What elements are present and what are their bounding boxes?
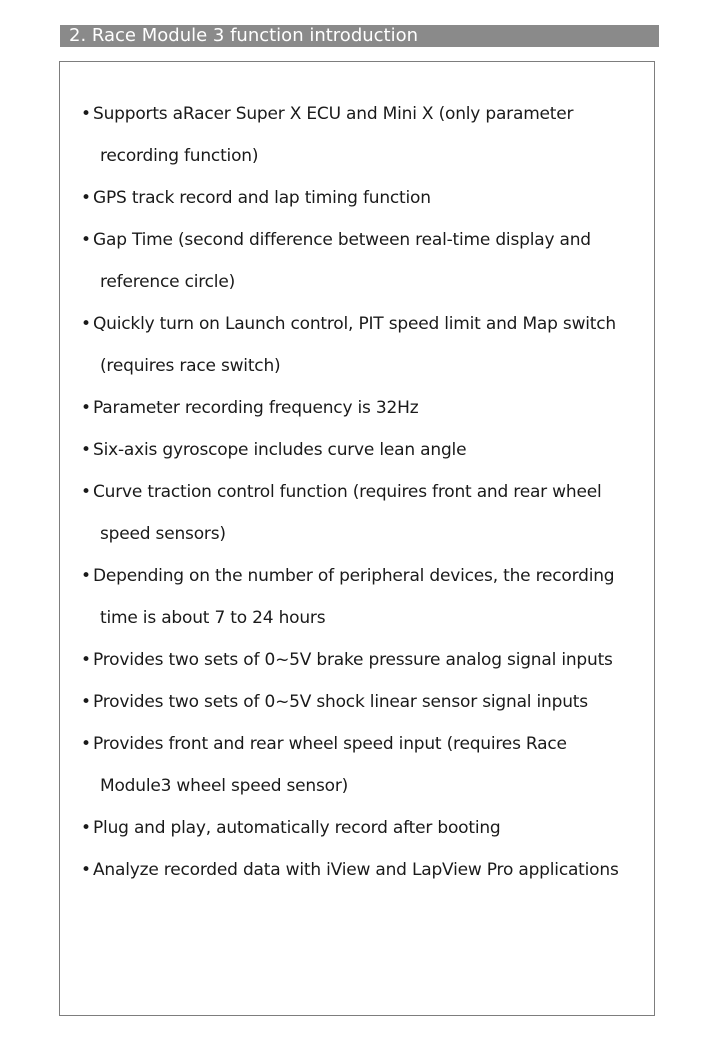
bullet-icon: • bbox=[81, 440, 91, 460]
bullet-icon: • bbox=[81, 314, 91, 334]
bullet-icon: • bbox=[81, 482, 91, 502]
list-item bbox=[81, 387, 641, 429]
list-item bbox=[81, 93, 641, 177]
feature-text: Six-axis gyroscope includes curve lean angle bbox=[93, 440, 467, 460]
bullet-icon: • bbox=[81, 398, 91, 418]
feature-text: Depending on the number of peripheral devices, the recording bbox=[93, 566, 615, 586]
feature-text: Curve traction control function (requires front and rear wheel bbox=[93, 482, 602, 502]
feature-text: Quickly turn on Launch control, PIT speed limit and Map switch bbox=[93, 314, 616, 334]
feature-list-box bbox=[59, 61, 655, 1016]
feature-text: Parameter recording frequency is 32Hz bbox=[93, 398, 419, 418]
feature-text-continued: recording function) bbox=[100, 146, 259, 166]
feature-text: Provides front and rear wheel speed input (requires Race bbox=[93, 734, 567, 754]
bullet-icon: • bbox=[81, 734, 91, 754]
feature-text-continued: Module3 wheel speed sensor) bbox=[100, 776, 349, 796]
bullet-icon: • bbox=[81, 104, 91, 124]
list-item bbox=[81, 303, 641, 387]
feature-text-continued: (requires race switch) bbox=[100, 356, 281, 376]
bullet-icon: • bbox=[81, 230, 91, 250]
feature-text: Gap Time (second difference between real-time display and bbox=[93, 230, 591, 250]
bullet-icon: • bbox=[81, 860, 91, 880]
feature-text: Provides two sets of 0~5V brake pressure analog signal inputs bbox=[93, 650, 613, 670]
list-item bbox=[81, 555, 641, 639]
bullet-icon: • bbox=[81, 566, 91, 586]
feature-list bbox=[81, 93, 641, 891]
feature-text-continued: time is about 7 to 24 hours bbox=[100, 608, 326, 628]
list-item bbox=[81, 849, 641, 891]
section-title: 2. Race Module 3 function introduction bbox=[60, 25, 659, 47]
feature-text-continued: reference circle) bbox=[100, 272, 236, 292]
feature-text: Plug and play, automatically record after booting bbox=[93, 818, 501, 838]
feature-text: Analyze recorded data with iView and LapView Pro applications bbox=[93, 860, 619, 880]
list-item bbox=[81, 177, 641, 219]
list-item bbox=[81, 219, 641, 303]
list-item bbox=[81, 723, 641, 807]
list-item bbox=[81, 681, 641, 723]
feature-text: GPS track record and lap timing function bbox=[93, 188, 431, 208]
feature-text-continued: speed sensors) bbox=[100, 524, 226, 544]
bullet-icon: • bbox=[81, 650, 91, 670]
list-item bbox=[81, 639, 641, 681]
bullet-icon: • bbox=[81, 692, 91, 712]
list-item bbox=[81, 807, 641, 849]
bullet-icon: • bbox=[81, 188, 91, 208]
feature-text: Supports aRacer Super X ECU and Mini X (only parameter bbox=[93, 104, 574, 124]
feature-text: Provides two sets of 0~5V shock linear sensor signal inputs bbox=[93, 692, 588, 712]
list-item bbox=[81, 429, 641, 471]
list-item bbox=[81, 471, 641, 555]
bullet-icon: • bbox=[81, 818, 91, 838]
